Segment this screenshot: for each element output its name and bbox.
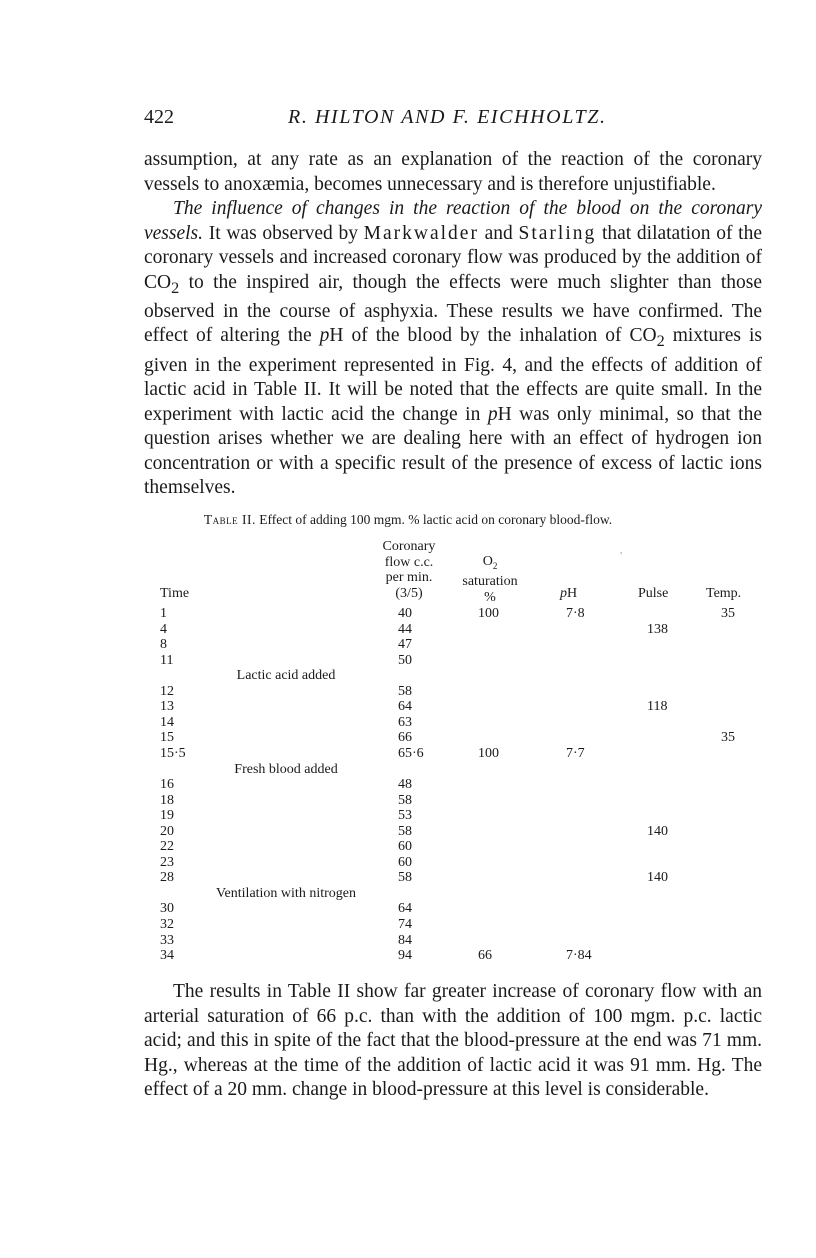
table-note-row [0,886,816,902]
table-label: Table II. [203,512,256,527]
table-row [0,901,816,917]
cell-flow: 66 [398,730,412,746]
cell-time: 1 [160,606,167,621]
cell-temp: 35 [721,730,735,746]
results-paragraph [144,980,762,1103]
col-header-pulse: Pulse [638,586,669,601]
table-row [0,715,816,731]
cell-time: 4 [160,621,167,637]
table-row [0,684,816,700]
paragraph-results: The results in Table II show far greater increase of coronary flow with an arterial saturation of 66 p.c. than with the addition of 100 mgm. p.c. lactic acid; and this in spite of the fact that the blood-pressure at the end was 71 mm. Hg., whereas at the time of the addition of lactic acid it was 91 mm. Hg. The effect of a 20 mm. change in blood-pressure at this level is considerable. [144,981,762,1100]
author-name: Markwalder [363,222,479,244]
table-row [0,606,816,622]
cell-flow: 60 [398,854,412,870]
cell-time: 16 [160,777,174,793]
table-row [0,933,816,949]
cell-flow: 58 [398,792,412,808]
table-row [0,777,816,793]
table-row [0,746,816,762]
table-note: Fresh blood added [234,761,338,777]
cell-ph: 7·84 [566,948,592,964]
cell-o2: 66 [478,948,492,964]
author-name: Starling [518,222,597,244]
paragraph-continuation: assumption, at any rate as an explanation of the reaction of the coronary vessels to anoxæmia, becomes unnecessary and is therefore unjustifiable. [144,149,762,195]
page-header [0,106,816,136]
cell-pulse: 140 [647,823,668,839]
cell-time: 34 [160,948,174,964]
cell-flow: 63 [398,714,412,730]
cell-time: 15·5 [160,745,186,761]
paragraph-coronary-reaction: The influence of changes in the reaction of the blood on the coronary vessels. It was observed by Markwalder and Starling that dilatation of the coronary vessels and increased coronary flow was produced by the addition of $CO_2$ to the inspired air, though the effects were much slighter than those observed in the course of asphyxia. These results we have confirmed. The effect of altering the pH of the blood by the inhalation of $CO_2$ mixtures is given in the experiment represented in Fig. 4, and the effects of addition of lactic acid in Table II. It will be noted that the effects are quite small. In the experiment with lactic acid the change in pH was only minimal, so that the question arises whether we are dealing here with an effect of hydrogen ion concentration or with a specific result of the presence of excess of lactic ions themselves. [144,198,763,499]
cell-o2: 100 [478,745,499,761]
table-row [0,824,816,840]
cell-flow: 44 [398,621,412,637]
table-caption [0,512,816,528]
cell-flow: 94 [398,948,412,964]
col-header-temp: Temp. [706,586,742,601]
col-header-time: Time [160,586,190,601]
cell-time: 8 [160,637,167,653]
cell-flow: 84 [398,932,412,948]
cell-flow: 53 [398,808,412,824]
cell-flow: 58 [398,823,412,839]
table-row [0,637,816,653]
cell-time: 32 [160,917,174,932]
cell-time: 19 [160,808,174,824]
cell-flow: 40 [398,606,412,621]
cell-flow: 48 [398,777,412,793]
cell-time: 20 [160,823,174,839]
table-row [0,917,816,933]
cell-flow: 64 [398,901,412,917]
cell-flow: 58 [398,870,412,886]
cell-time: 30 [160,901,174,917]
cell-flow: 65·6 [398,745,424,761]
col-header-ph: pH [560,586,578,601]
cell-time: 28 [160,870,174,886]
cell-time: 12 [160,683,174,699]
table-note-row [0,668,816,684]
cell-flow: 60 [398,839,412,855]
cell-time: 13 [160,699,174,715]
table-row [0,622,816,638]
cell-time: 11 [160,652,174,668]
table-row [0,855,816,871]
cell-temp: 35 [721,606,735,621]
table-row [0,808,816,824]
intro-paragraphs [144,148,762,501]
table-row [0,730,816,746]
table-row [0,653,816,669]
table-row [0,948,816,964]
cell-flow: 74 [398,917,412,932]
cell-time: 22 [160,839,174,855]
table-row [0,793,816,809]
cell-pulse: 140 [647,870,668,886]
col-header-o2: $O_2$ saturation % [462,554,518,605]
cell-ph: 7·7 [566,745,585,761]
cell-flow: 58 [398,683,412,699]
table-note: Ventilation with nitrogen [216,885,356,901]
stray-mark: , [620,545,623,555]
cell-o2: 100 [478,606,499,621]
table-note-row [0,762,816,778]
cell-flow: 50 [398,652,412,668]
cell-time: 23 [160,854,174,870]
running-head: R. HILTON AND F. EICHHOLTZ. [288,106,607,128]
table-note: Lactic acid added [236,668,336,684]
cell-time: 14 [160,714,174,730]
section-heading: The influence of changes in the reaction of the blood on the coronary vessels. [144,198,762,244]
cell-time: 15 [160,730,174,746]
cell-flow: 47 [398,637,412,653]
table-row [0,870,816,886]
col-header-flow: Coronary flow c.c. per min. (3/5) [382,539,436,601]
cell-ph: 7·8 [566,606,585,621]
cell-time: 18 [160,792,174,808]
cell-pulse: 118 [647,699,668,715]
table-caption-text: Effect of adding 100 mgm. % lactic acid on coronary blood-flow. [259,512,613,527]
table-row [0,839,816,855]
page-number: 422 [144,106,174,128]
cell-time: 33 [160,932,174,948]
cell-flow: 64 [398,699,412,715]
cell-pulse: 138 [647,621,668,637]
table-row [0,699,816,715]
